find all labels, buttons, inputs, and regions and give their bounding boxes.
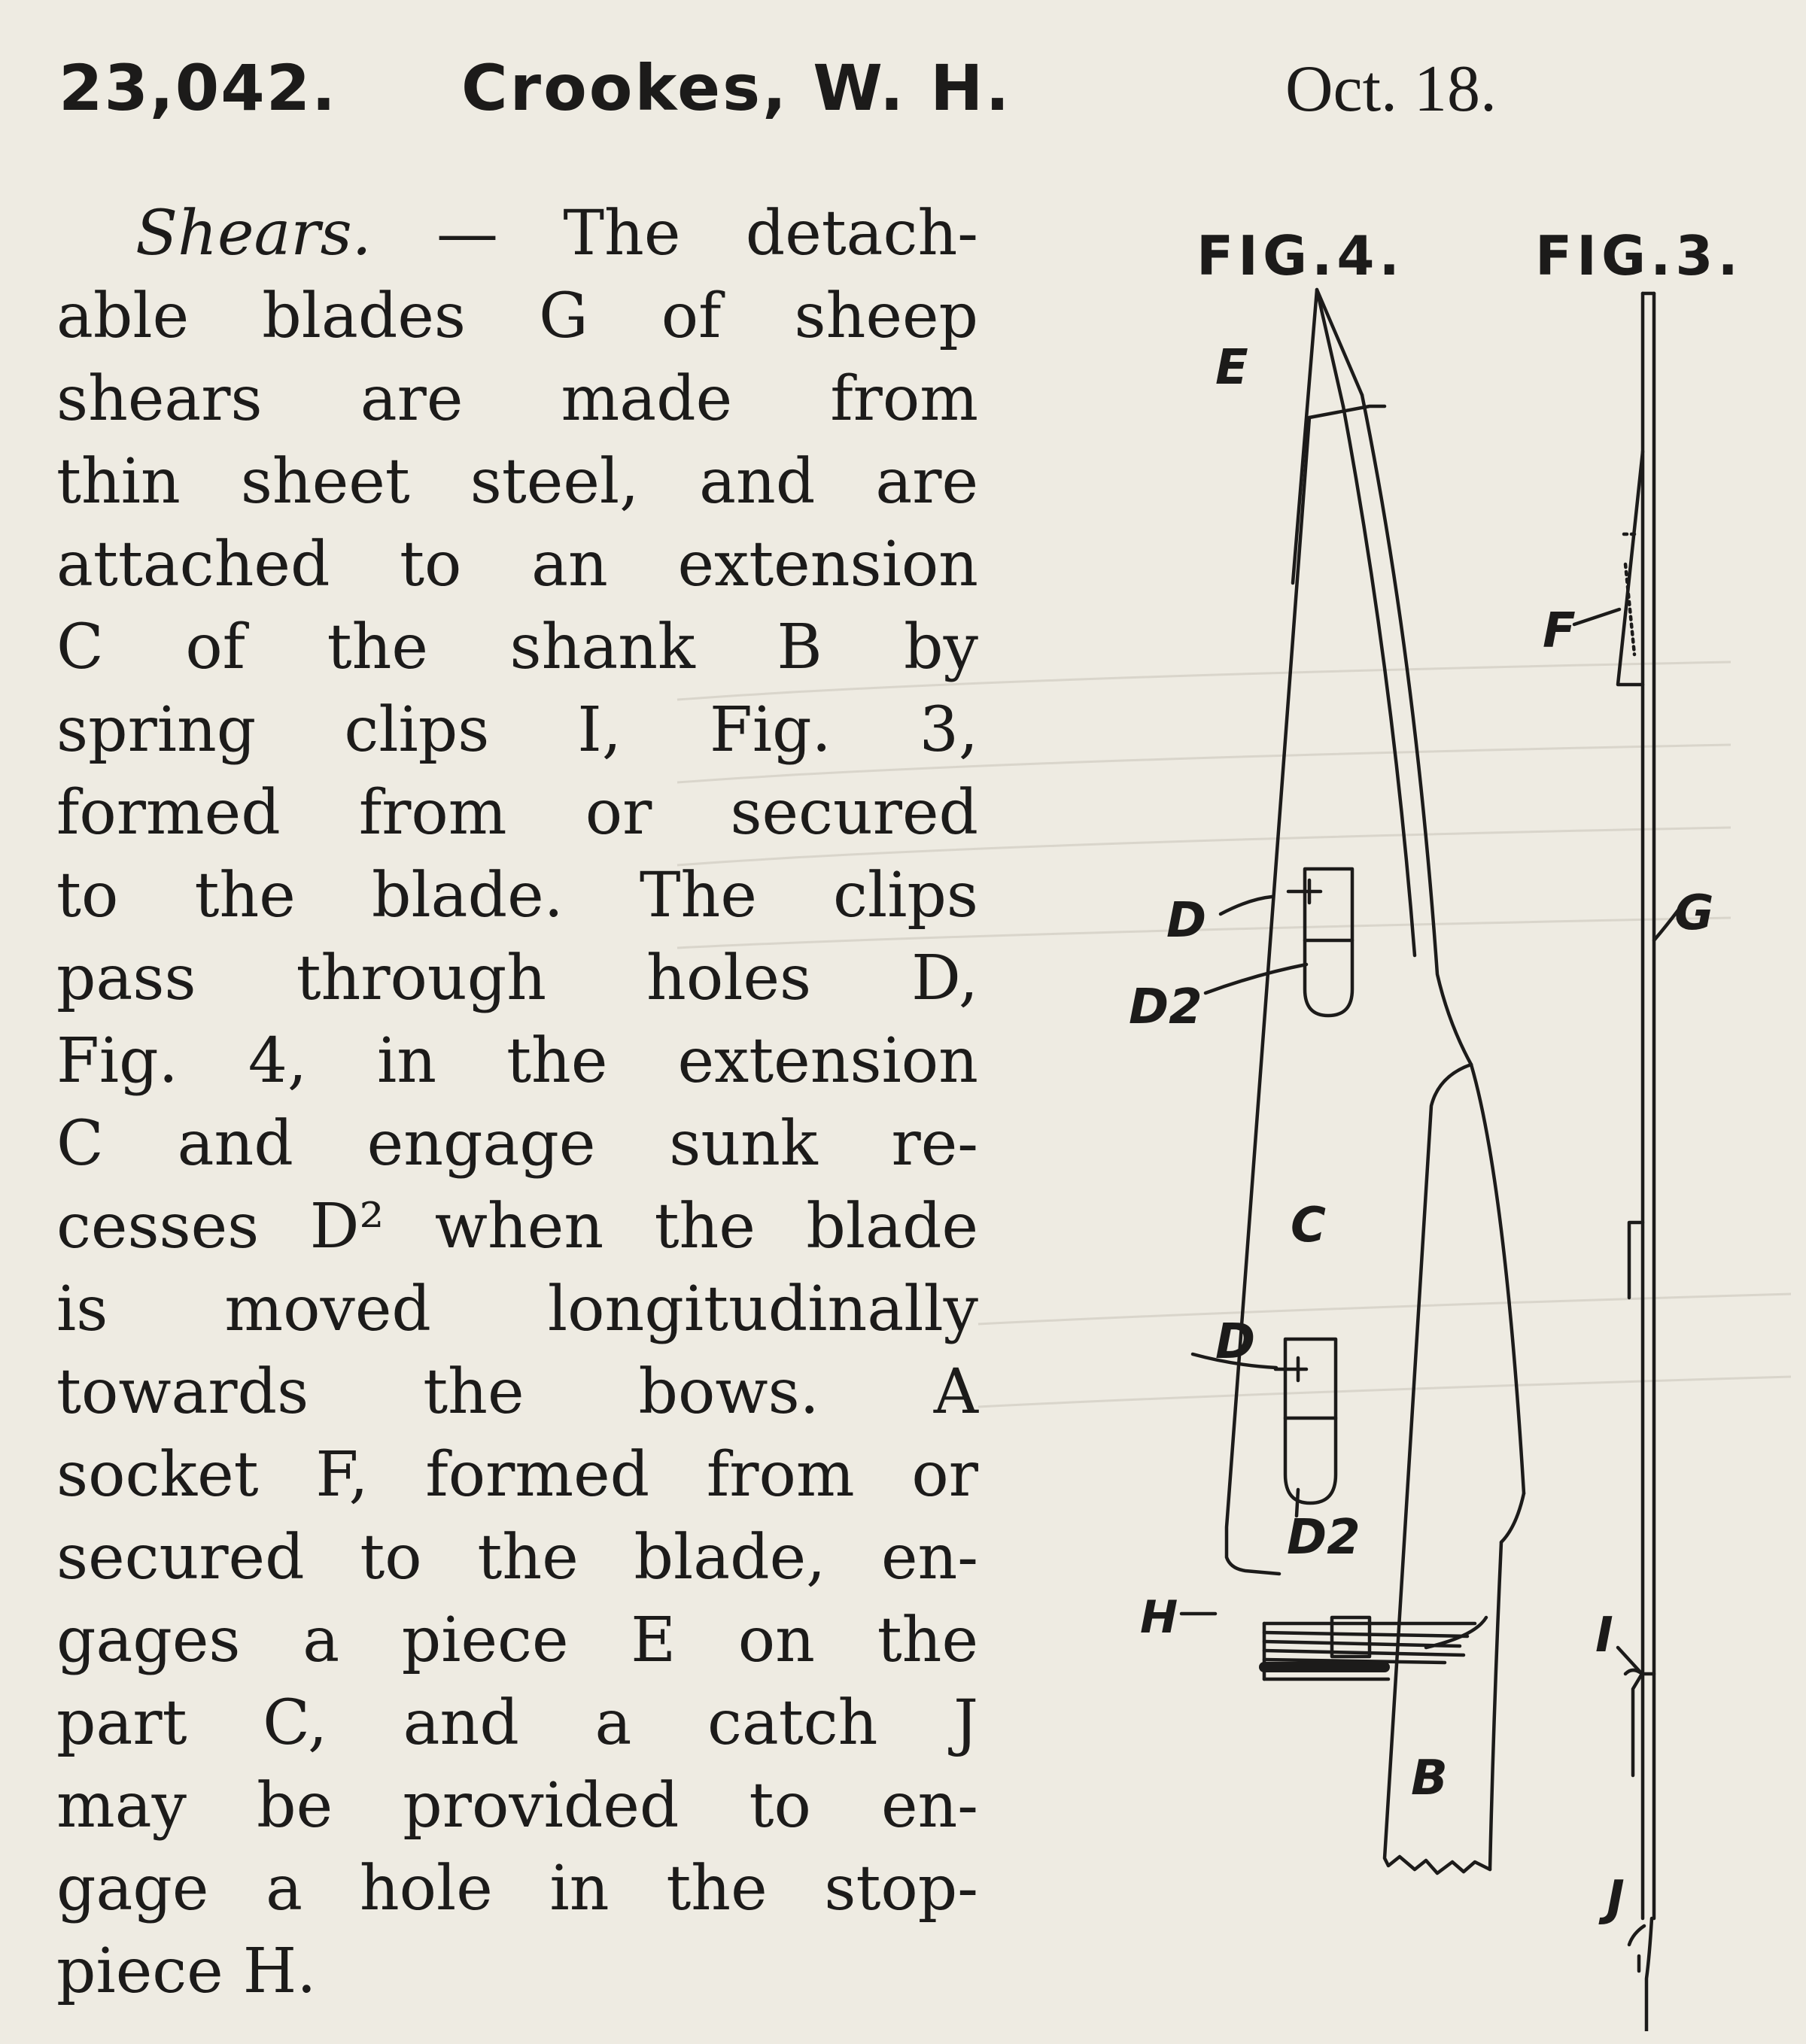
patent-header (59, 45, 1752, 150)
leader-line (1221, 897, 1272, 914)
text-line: C and engage sunk re- (56, 1108, 978, 1180)
text-line: Shears. — The detach- (135, 198, 978, 269)
fig3-blade-side (1618, 293, 1654, 2031)
text-line: able blades G of sheep (56, 281, 978, 352)
label-D2-lower: D2 (1287, 1510, 1361, 1566)
text-line: formed from or secured (56, 777, 978, 849)
leader-line (1206, 964, 1306, 993)
label-B: B (1411, 1751, 1448, 1806)
abstract-title: Shears. (135, 198, 372, 269)
label-F: F (1543, 603, 1576, 659)
fig3-title: FIG.3. (1535, 224, 1743, 287)
text-line: thin sheet steel, and are (56, 446, 978, 518)
label-I: I (1595, 1608, 1613, 1663)
text-line: cesses D² when the blade (56, 1191, 978, 1262)
text-line: spring clips I, Fig. 3, (56, 694, 978, 766)
label-J: J (1607, 1871, 1625, 1927)
text-line: piece H. (56, 1936, 317, 2007)
patent-number: 23,042. (59, 51, 338, 125)
text-line: may be provided to en- (56, 1770, 978, 1842)
text-line: secured to the blade, en- (56, 1522, 978, 1593)
fig4-extension-outline (1227, 290, 1471, 1574)
text-line: C of the shank B by (56, 612, 978, 683)
text-line: to the blade. The clips (56, 860, 978, 931)
text-line: attached to an extension (56, 529, 978, 600)
label-C: C (1291, 1198, 1326, 1253)
patent-drawing (1084, 203, 1791, 2031)
fig4-title: FIG.4. (1196, 224, 1404, 287)
fig4-lower-hole (1275, 1339, 1336, 1503)
label-D-lower: D (1215, 1314, 1256, 1370)
label-D2-upper: D2 (1129, 979, 1202, 1035)
text-line: towards the bows. A (56, 1356, 978, 1428)
abstract-text (56, 193, 978, 2013)
text-line: pass through holes D, (56, 943, 978, 1014)
patent-drawing-svg (1084, 203, 1791, 2031)
label-E: E (1215, 340, 1248, 396)
fig4-shank-outline (1385, 1065, 1524, 1873)
text-line: gages a piece E on the (56, 1605, 978, 1676)
patent-date: Oct. 18. (1285, 53, 1497, 126)
text-line: shears are made from (56, 363, 978, 435)
label-H: H (1140, 1591, 1178, 1644)
inventor-name: Crookes, W. H. (461, 51, 1012, 125)
text-line: is moved longitudinally (56, 1274, 978, 1345)
label-G: G (1674, 885, 1714, 941)
text-line: Fig. 4, in the extension (56, 1025, 978, 1097)
leader-line (1574, 609, 1619, 624)
label-D-upper: D (1166, 893, 1207, 949)
text-line: part C, and a catch J (56, 1687, 978, 1759)
text-line: gage a hole in the stop- (56, 1853, 978, 1924)
fig4-upper-hole (1288, 869, 1352, 1016)
text-line: socket F, formed from or (56, 1439, 978, 1511)
